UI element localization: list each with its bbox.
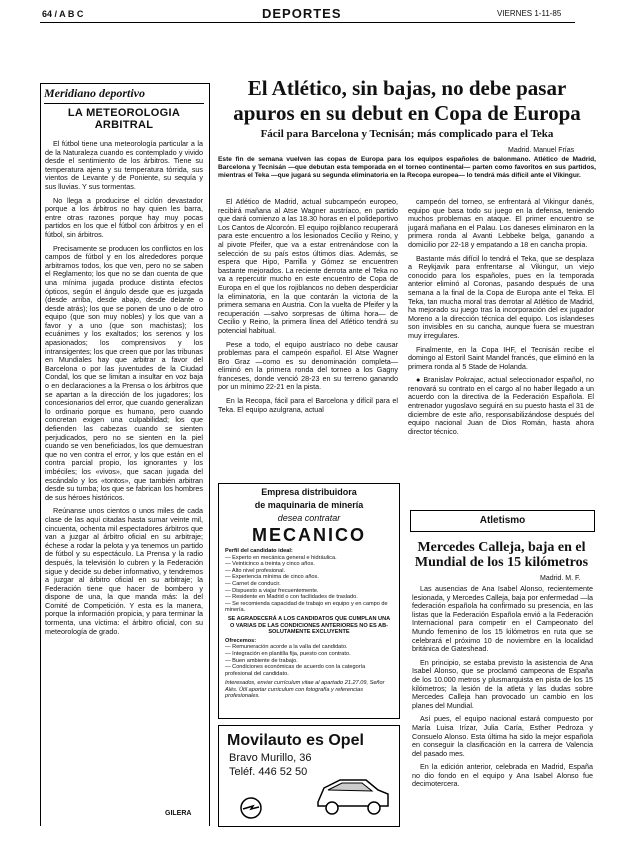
atletismo-paragraph: Así pues, el equipo nacional estará compuesto por María Luisa Irízar, Julia Caría, Esther Pedroza y Consuelo Alonso. Esta última ha sido la mejor española en conseguir la clasificación en la carrera de Valencia del pasado mes. bbox=[412, 714, 593, 758]
ad-requirement: — Veinticinco a treinta y cinco años. bbox=[225, 561, 315, 568]
opinion-top-rule bbox=[40, 83, 210, 84]
main-body-col-b bbox=[408, 198, 594, 500]
ad-contact: Interesados, enviar currículum vitae al apartado 21.27.09, Señor Alés. Útil aportar curriculum con fotografía y referencias profesionales. bbox=[225, 680, 385, 700]
opinion-paragraph: Precisamente se producen los conflictos en los campos de fútbol y en los alrededores porque arbitramos todos, los que ven, pero no se saben el Reglamento; los que no se dan cuenta de que una mínima jugada produce distinta efectos ópticos, según el ángulo desde que es juzgada (desde arriba, desde abajo, desde delante o desde atrás); los que se ponen de uno o de otro equipo (que son muy nobles) y los que van a favor y a uno (que son machistas); los ecuánimes y los exaltados; los serenos y los apasionados; los comprensivos y los intransigentes; los que creen que por las tribunas en Mundiales hay que arbitrar a favor del Barcelona o por las juventudes de la Ciudad Condal, los que se limitan a insultar en voz baja o en declaraciones a la Prensa o los árbitros que se apartan a la dirección de los jugadores; los concesionarios del error, que cuando generalizan lo ordinario porque es humano, pero cuando concretan exigen una culpabilidad; los que defienden las cabezas cuando se sienten perjudicados, pero no se sienten en la piel cuando se ven beneficiados, los que demuestran que no ven contra el error, y los que están en el contra parcial propio, los ignorantes y los imbéciles; los «vivos», que sacan jugada del escándalo y los «tontos», que también arbitran desde su tumba; los que se fabrican los hombres de sus héroes históricos. bbox=[45, 243, 203, 502]
ad-offer: — Integración en plantilla fija, puesto con contrato. bbox=[225, 650, 351, 657]
ad-heading-line: de maquinaria de minería bbox=[254, 500, 364, 510]
opinion-paragraph: No llega a producirse el ciclón devastador porque a los árbitros no hay quien les barra, entre otras razones porque hay muy pocas partidos en los que el fútbol con árbitros y en el fútbol, sin árbitros. bbox=[45, 195, 203, 239]
job-advertisement bbox=[218, 483, 400, 719]
opinion-headline: LA METEOROLOGIA ARBITRAL bbox=[67, 107, 181, 131]
ad-offer-title: Ofrecemos: bbox=[225, 637, 257, 644]
ad-address: Bravo Murillo, 36 bbox=[229, 752, 312, 764]
ad-offer: — Condiciones económicas de acuerdo con la categoría profesional del candidato. bbox=[225, 664, 366, 677]
ad-phone: Teléf. 446 52 50 bbox=[229, 766, 308, 778]
main-body-col-a bbox=[218, 198, 398, 478]
opinion-paragraph: Reúnanse unos cientos o unos miles de cada clase de las aquí citadas hasta sumar veinte mil, cincuenta, ochenta mil espectadores árbitros que van a juzgar al árbitro oficial en su arbitraje; échese a rodar la pelota y ya tenemos un partido de fútbol y su espectáculo. La Prensa y la radio después, la televisión lo cubren y la Federación sigue y decide su deber informativo, y tendremos a juzgar al árbitro oficial en su arbitraje; la Federación tiene que hacer de bombero y dispone de una, la que manda más: la del Comité de Competición. Y esta es la manera, porque la información propicia, y para terminar la tormenta, una víctima: el árbitro oficial, con su meteorología de grado. bbox=[45, 506, 203, 636]
main-headline: El Atlético, sin bajas, no debe pasar apuros en su debut en Copa de Europa bbox=[233, 76, 581, 125]
ad-requirement: — Experto en mecánica general e hidráulica. bbox=[225, 554, 337, 561]
ad-requirement: — Alto nivel profesional. bbox=[225, 567, 286, 574]
atletismo-section-box bbox=[410, 510, 595, 532]
ad-offer: — Remuneración acorde a la valía del candidato. bbox=[225, 644, 348, 651]
section-title: DEPORTES bbox=[262, 6, 342, 21]
ad-dealer-name: Movilauto es Opel bbox=[227, 732, 364, 749]
page-label: 64 / A B C bbox=[42, 9, 84, 19]
main-paragraph: campeón del torneo, se enfrentará al Vikingur danés, equipo que basa todo su juego en la defensa, teniendo muchos problemas en ataque. El primer encuentro se jugará mañana en el Palau. Los daneses eliminaron en la primera ronda al Avanti Lebbeke belga, ganando a domicilio por 22-18 y empatando a 18 en cancha propia. bbox=[408, 198, 594, 249]
ad-heading-line: desea contratar bbox=[277, 513, 341, 523]
atletismo-section-title: Atletismo bbox=[479, 515, 526, 526]
opel-logo-icon bbox=[239, 796, 263, 820]
ad-heading-line: Empresa distribuidora bbox=[261, 487, 357, 497]
atletismo-paragraph: En la edición anterior, celebrada en Madrid, España no dio fondo en el equipo y Ana Isabel Alonso fue decimotercera. bbox=[412, 762, 593, 789]
car-illustration-icon bbox=[314, 766, 392, 818]
ad-notice: SE AGRADECERÁ A LOS CANDIDATOS QUE CUMPLAN UNA O VARIAS DE LAS CONDICIONES ANTERIORES NO ES AB-SOLUTAMENTE EXCLUYENTE bbox=[227, 615, 391, 636]
main-paragraph: Bastante más difícil lo tendrá el Teka, que se desplaza a Reykjavik para enfrentarse al Vikingur, un viejo conocido para los españoles, pues en la temporada anterior eliminó al Coronas, pasando después de una semana a la final de la Copa de Europa ante el Teka. El Teka, tan mucha moral tras derrotar al Atlético de Madrid, ha mejorado su juego tras la incorporación del ex jugador Moreno a la dirección técnica del equipo. Los islandeses son invisibles en su cancha, aunque fuera se muestran muy irregulares. bbox=[408, 253, 594, 340]
opinion-column-title: Meridiano deportivo bbox=[44, 86, 145, 100]
opinion-title-rule bbox=[44, 103, 204, 104]
ad-requirement: — Carnet de conducir. bbox=[225, 580, 281, 587]
opinion-signature: GILERA bbox=[165, 810, 192, 817]
atletismo-paragraph: Las ausencias de Ana Isabel Alonso, recientemente lesionada, y Mercedes Calleja, baja por enfermedad —la federación española ha confirmado su presencia, en las listas que la Federación Española envió a la Federación Internacional para competir en el Campeonato del Mundo femenino de los 15 kilómetros en ruta que se celebrará el próximo 10 de noviembre en la localidad británica de Gateshead. bbox=[412, 585, 593, 654]
atletismo-body bbox=[412, 585, 593, 830]
ad-requirement: — Dispuesto a viajar frecuentemente. bbox=[225, 587, 319, 594]
main-paragraph: El Atlético de Madrid, actual subcampeón europeo, recibirá mañana al Atse Wagner austríaco, en partido que dará comienzo a las 18.30 horas en el polideportivo Los Cantos de Alcorcón. El equipo rojiblanco recuperará para este encuentro a los lesionados Cecilio y Reino, y al pivote Pfeifer, que va a estar entrenándose con la selección de su país estos últimos días. Además, se espera que Hipo, Parrilla y Gómez se encuentren bastante mejorados. La reciente derrota ante el Teka no va a repercutir mucho en este encuentro de Copa de Europa en el que los rojiblancos no deben desperdiciar la eliminatoria, en la que contarán la victoria de la primera semana en Austria. Con la vuelta de Pfeifer y la recuperación —salvo sorpresas de última hora— de Cecilio y Reino, la primera línea del Atlético tendrá su potencial habitual. bbox=[218, 198, 398, 335]
main-paragraph: Pese a todo, el equipo austríaco no debe causar problemas para el campeón español. El Atse Wagner Bro Graz —como es su denominación completa— eliminó en la primera ronda del torneo a los Gagny franceses, donde venció 28-23 en su terreno ganando por un mínimo 22-21 en la pista. bbox=[218, 339, 398, 392]
atletismo-byline: Madrid. M. F. bbox=[540, 575, 581, 582]
ad-profile-title: Perfil del candidato ideal: bbox=[225, 548, 293, 554]
ad-job-title: MECANICO bbox=[252, 525, 366, 545]
atletismo-paragraph: En principio, se estaba previsto la asistencia de Ana Isabel Alonso, que se proclamó campeona de España de los 10.000 metros y plusmarquista en pista de los 15 kilómetros; la lesión de la atleta y las dudas sobre Mercedes Calleja han provocado un cambio en los planes del Mundial. bbox=[412, 657, 593, 710]
main-paragraph: ● Branislav Pokrajac, actual seleccionador español, no renovará su contrato en el cargo al no haber llegado a un acuerdo con la directiva de la Federación Española. El entrenador yugoslavo seguirá en su puesto hasta el 31 de diciembre de este año, responsabilizándose después del equipo nacional Juan de Dios Román, hasta ahora director técnico. bbox=[408, 375, 594, 436]
ad-requirement: — Residente en Madrid o con facilidades de traslado. bbox=[225, 594, 358, 601]
atletismo-headline: Mercedes Calleja, baja en el Mundial de los 15 kilómetros bbox=[414, 540, 589, 570]
opinion-body bbox=[45, 140, 203, 800]
main-subheadline: Fácil para Barcelona y Tecnisán; más complicado para el Teka bbox=[260, 128, 554, 140]
main-paragraph: En la Recopa, fácil para el Barcelona y difícil para el Teka. El equipo azulgrana, actual bbox=[218, 396, 398, 414]
main-paragraph: Finalmente, en la Copa IHF, el Tecnisán recibe el domingo al Estoril Saint Mandel francés, que eliminó en la primera ronda al 5 Stade de Holanda. bbox=[408, 344, 594, 371]
main-byline: Madrid. Manuel Frías bbox=[508, 147, 575, 154]
ad-requirement: — Se recomienda capacidad de trabajo en equipo y en campo de minería. bbox=[225, 600, 388, 614]
main-lead: Este fin de semana vuelven las copas de Europa para los equipos españoles de balonmano. Atlético de Madrid, Barcelona y Tecnisán —que debutan esta temporada en el torneo continental— parten como favoritos en sus partidos, mientras el Teka —que jugará su segunda eliminatoria en la Recopa europea— lo tendrá más difícil ante el Vikingur. bbox=[218, 156, 596, 179]
opinion-paragraph: El fútbol tiene una meteorología particular a la de la Naturaleza cuando es contemplado y vivido desde el sentimiento de los árbitros. Tiene su temperatura ajena y su temperatura tórrida, sus vientos de Levante y de Poniente, su sequía y sus lluvias. Y sus tormentas. bbox=[45, 140, 203, 191]
car-advertisement bbox=[218, 725, 400, 827]
ad-requirement: — Experiencia mínima de cinco años. bbox=[225, 574, 319, 581]
issue-date: VIERNES 1-11-85 bbox=[497, 9, 562, 18]
ad-offer: — Buen ambiente de trabajo. bbox=[225, 657, 298, 664]
